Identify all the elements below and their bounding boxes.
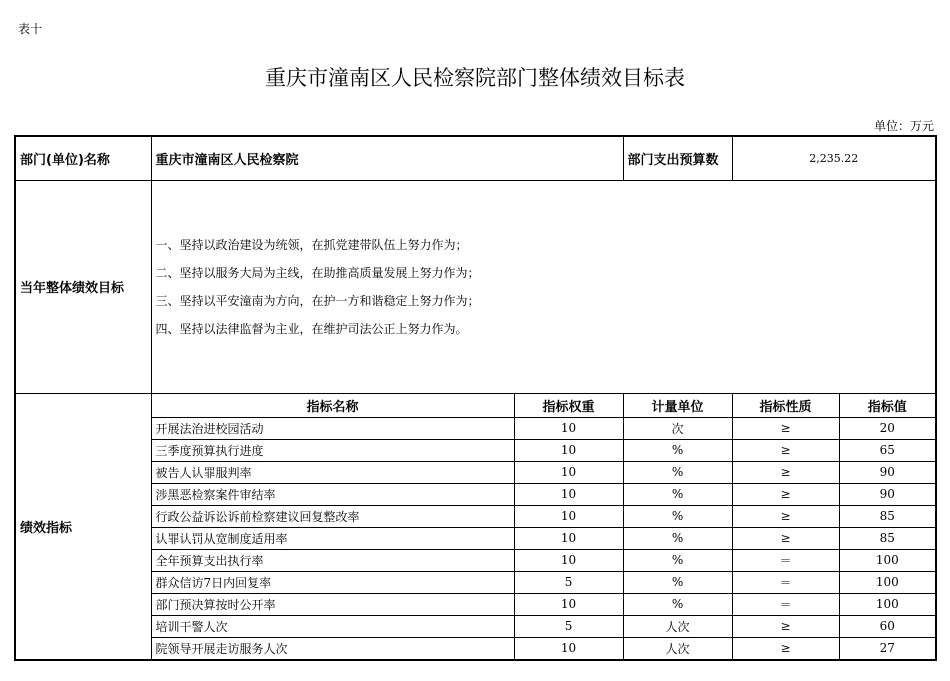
indicator-unit: 人次 xyxy=(623,637,732,660)
indicator-value: 65 xyxy=(839,439,936,461)
table-row xyxy=(15,417,936,439)
table-row xyxy=(15,439,936,461)
indicator-header-row xyxy=(15,393,936,417)
goal-line: 三、坚持以平安潼南为方向，在护一方和谐稳定上努力作为； xyxy=(155,293,480,308)
col-header-unit: 计量单位 xyxy=(623,393,732,417)
indicator-value: 100 xyxy=(839,593,936,615)
indicator-weight: 10 xyxy=(514,483,623,505)
table-row xyxy=(15,527,936,549)
budget-label: 部门支出预算数 xyxy=(623,136,732,180)
indicator-nature: ≥ xyxy=(732,483,839,505)
indicator-name: 部门预决算按时公开率 xyxy=(151,593,514,615)
indicator-name: 涉黑恶检察案件审结率 xyxy=(151,483,514,505)
indicator-weight: 5 xyxy=(514,571,623,593)
doc-tag: 表十 xyxy=(18,22,43,36)
indicator-unit: 次 xyxy=(623,417,732,439)
col-header-value: 指标值 xyxy=(839,393,936,417)
table-row xyxy=(15,483,936,505)
dept-name: 重庆市潼南区人民检察院 xyxy=(151,136,623,180)
indicator-weight: 5 xyxy=(514,615,623,637)
table-row xyxy=(15,593,936,615)
dept-label: 部门(单位)名称 xyxy=(15,136,151,180)
indicator-unit: % xyxy=(623,549,732,571)
col-header-name: 指标名称 xyxy=(151,393,514,417)
indicator-value: 100 xyxy=(839,549,936,571)
dept-row xyxy=(15,136,936,180)
indicator-nature: ≥ xyxy=(732,417,839,439)
table-row xyxy=(15,549,936,571)
indicator-name: 院领导开展走访服务人次 xyxy=(151,637,514,660)
indicator-unit: % xyxy=(623,483,732,505)
indicator-unit: % xyxy=(623,593,732,615)
indicator-value: 90 xyxy=(839,461,936,483)
indicator-value: 100 xyxy=(839,571,936,593)
indicator-unit: % xyxy=(623,439,732,461)
indicator-weight: 10 xyxy=(514,549,623,571)
indicator-value: 85 xyxy=(839,505,936,527)
indicator-value: 90 xyxy=(839,483,936,505)
indicator-name: 行政公益诉讼诉前检察建议回复整改率 xyxy=(151,505,514,527)
indicator-nature: ＝ xyxy=(732,571,839,593)
indicator-name: 开展法治进校园活动 xyxy=(151,417,514,439)
indicator-unit: % xyxy=(623,571,732,593)
table-row xyxy=(15,461,936,483)
table-row xyxy=(15,615,936,637)
table-row xyxy=(15,571,936,593)
indicator-nature: ＝ xyxy=(732,549,839,571)
budget-value: 2,235.22 xyxy=(732,136,936,180)
indicator-name: 三季度预算执行进度 xyxy=(151,439,514,461)
goals-label: 当年整体绩效目标 xyxy=(15,180,151,393)
indicator-value: 27 xyxy=(839,637,936,660)
page-title: 重庆市潼南区人民检察院部门整体绩效目标表 xyxy=(265,66,685,90)
col-header-weight: 指标权重 xyxy=(514,393,623,417)
indicator-nature: ≥ xyxy=(732,615,839,637)
indicator-nature: ≥ xyxy=(732,637,839,660)
goals-row xyxy=(15,180,936,393)
indicator-weight: 10 xyxy=(514,505,623,527)
goal-line: 一、坚持以政治建设为统领，在抓党建带队伍上努力作为； xyxy=(155,237,468,252)
indicator-weight: 10 xyxy=(514,637,623,660)
indicators-label: 绩效指标 xyxy=(15,393,151,660)
indicator-name: 被告人认罪服判率 xyxy=(151,461,514,483)
indicator-unit: % xyxy=(623,505,732,527)
indicator-name: 认罪认罚从宽制度适用率 xyxy=(151,527,514,549)
indicator-weight: 10 xyxy=(514,593,623,615)
goal-line: 四、坚持以法律监督为主业，在维护司法公正上努力作为。 xyxy=(155,321,468,336)
goal-line: 二、坚持以服务大局为主线，在助推高质量发展上努力作为； xyxy=(155,265,480,280)
indicator-unit: 人次 xyxy=(623,615,732,637)
performance-table xyxy=(14,135,937,661)
indicator-name: 全年预算支出执行率 xyxy=(151,549,514,571)
indicator-unit: % xyxy=(623,527,732,549)
indicator-nature: ≥ xyxy=(732,439,839,461)
indicator-weight: 10 xyxy=(514,461,623,483)
indicator-nature: ≥ xyxy=(732,505,839,527)
indicator-weight: 10 xyxy=(514,417,623,439)
goals-text xyxy=(151,180,936,393)
indicator-nature: ≥ xyxy=(732,461,839,483)
indicator-nature: ＝ xyxy=(732,593,839,615)
table-row xyxy=(15,637,936,660)
unit-label: 单位：万元 xyxy=(873,119,934,133)
indicator-nature: ≥ xyxy=(732,527,839,549)
col-header-nature: 指标性质 xyxy=(732,393,839,417)
indicator-unit: % xyxy=(623,461,732,483)
indicator-name: 培训干警人次 xyxy=(151,615,514,637)
indicator-name: 群众信访7日内回复率 xyxy=(151,571,514,593)
indicator-weight: 10 xyxy=(514,439,623,461)
indicator-value: 85 xyxy=(839,527,936,549)
indicator-weight: 10 xyxy=(514,527,623,549)
table-row xyxy=(15,505,936,527)
indicator-value: 60 xyxy=(839,615,936,637)
indicator-value: 20 xyxy=(839,417,936,439)
